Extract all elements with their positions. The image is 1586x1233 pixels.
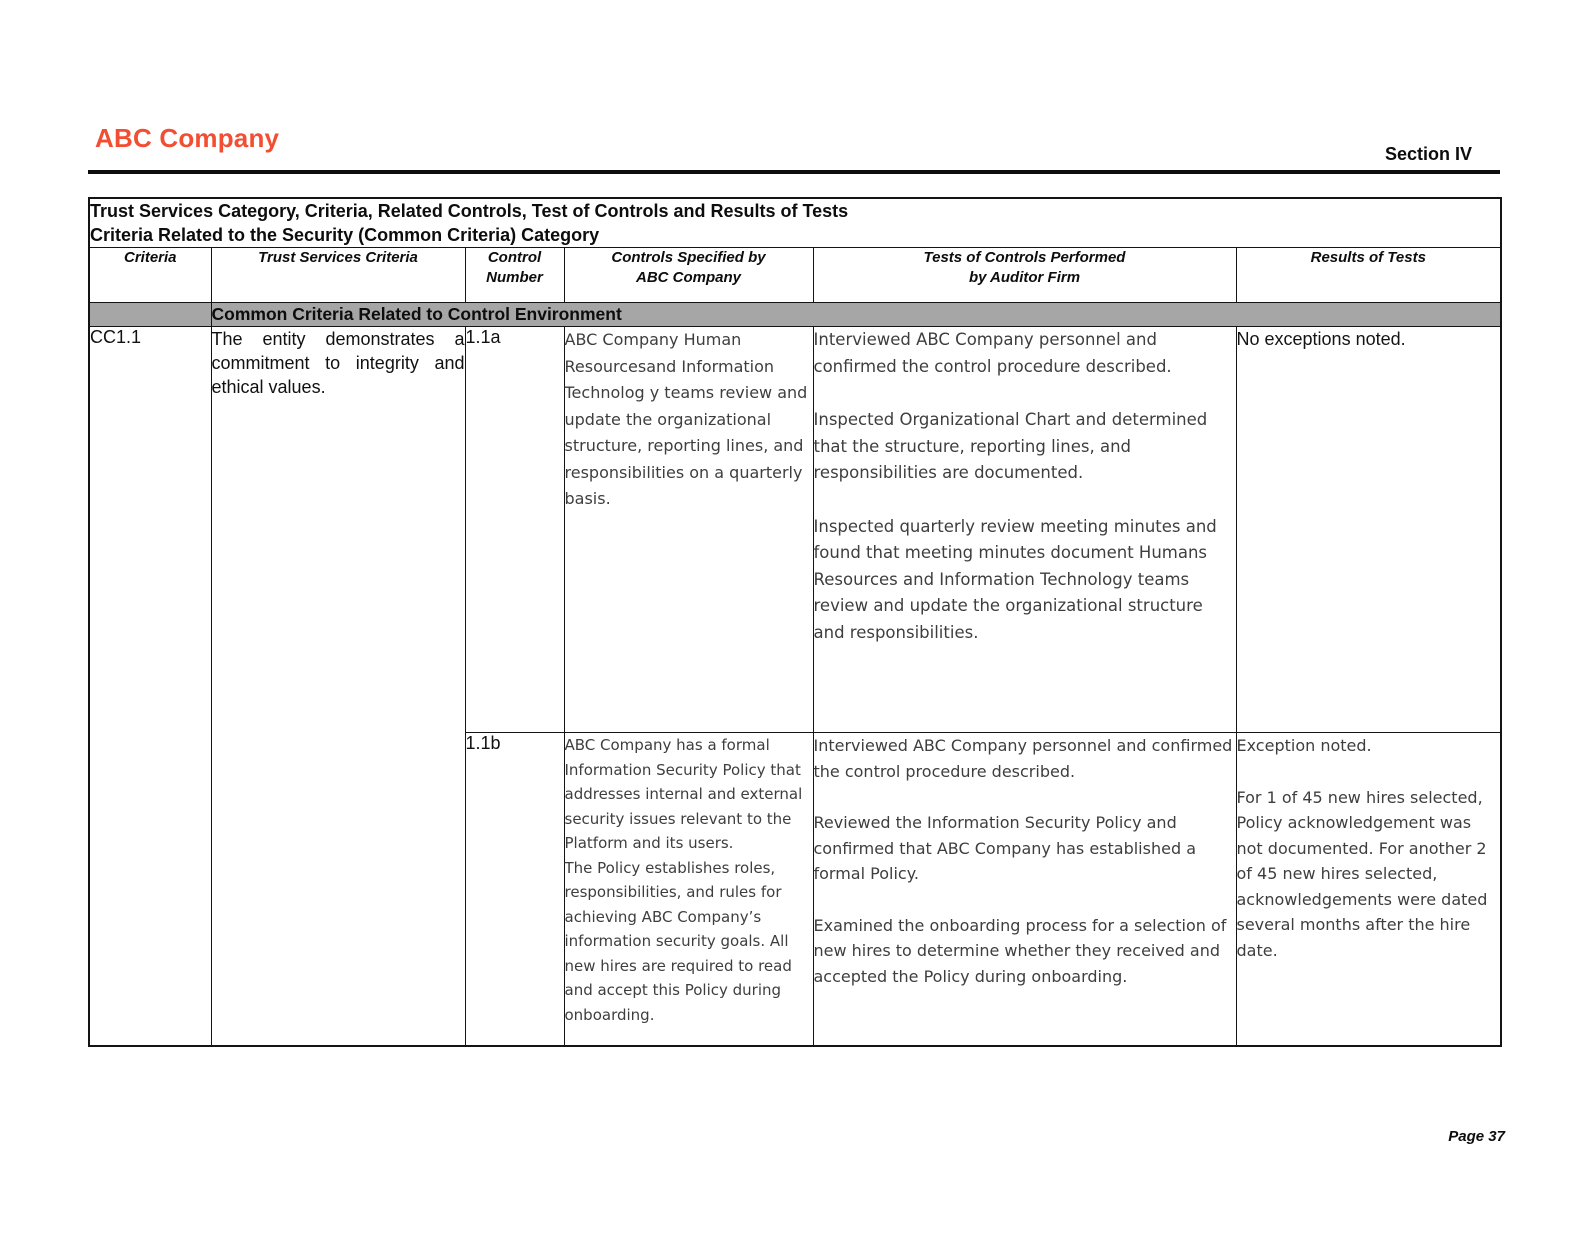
category-band-row [89,303,1501,327]
header-criteria: Criteria [89,248,211,303]
header-tests-performed-line2: by Auditor Firm [968,269,1081,286]
header-controls-specified-line1: Controls Specified by [611,249,766,266]
table-row [89,327,1501,733]
category-band-label: Common Criteria Related to Control Environment [211,303,1501,327]
header-controls-specified-line2: ABC Company [635,269,741,286]
tests-performed-cell [813,327,1236,733]
result-paragraph: No exceptions noted. [1236,329,1406,349]
trust-services-criteria-cell: The entity demonstrates a commitment to integrity and ethical values. [211,327,465,1047]
table-title-line2: Criteria Related to the Security (Common Criteria) Category [90,225,600,245]
section-label: Section IV [1384,144,1472,164]
test-paragraph: Reviewed the Information Security Policy and confirmed that ABC Company has established a formal Policy. [813,813,1196,883]
column-header-row [89,248,1501,303]
control-number-cell: 1.1a [465,327,564,733]
criteria-controls-table [88,197,1502,1047]
test-paragraph: Inspected quarterly review meeting minutes and found that meeting minutes document Humans Resources and Information Technology teams review and update the organizational structure and responsibilities. [813,516,1217,642]
header-trust-services-criteria: Trust Services Criteria [211,248,465,303]
control-description-cell [564,327,813,733]
header-results: Results of Tests [1236,248,1501,303]
category-band-spacer [89,303,211,327]
control-description-cell [564,733,813,1047]
header-tests-performed-line1: Tests of Controls Performed [923,249,1126,266]
table-title-line1: Trust Services Category, Criteria, Related Controls, Test of Controls and Results of Tests [90,201,849,221]
table-title-cell [89,198,1501,248]
control-paragraph: ABC Company Human Resourcesand Information Technolog y teams review and update the organizational structure, reporting lines, and responsibilities on a quarterly basis. [564,330,808,508]
result-paragraph: Exception noted. [1236,736,1372,755]
results-cell [1236,327,1501,733]
header-control-number-line1: Control [487,249,542,266]
results-cell [1236,733,1501,1047]
test-paragraph: Interviewed ABC Company personnel and confirmed the control procedure described. [813,736,1233,781]
header-control-number-line2: Number [486,269,543,286]
control-paragraph: ABC Company has a formal Information Security Policy that addresses internal and external security issues relevant to the Platform and its users. [564,736,803,852]
control-number-cell: 1.1b [465,733,564,1047]
header-tests-performed [813,248,1236,303]
tests-performed-cell [813,733,1236,1047]
header-controls-specified [564,248,813,303]
result-paragraph: For 1 of 45 new hires selected, Policy acknowledgement was not documented. For another 2 of 45 new hires selected, acknowledgements were dated several months after the hire date. [1236,787,1488,960]
page-number: Page 37 [1448,1128,1505,1145]
control-paragraph: The Policy establishes roles, responsibilities, and rules for achieving ABC Company’s information security goals. All new hires are required to read and accept this Policy during onboarding. [564,858,792,1024]
test-paragraph: Interviewed ABC Company personnel and confirmed the control procedure described. [813,330,1172,376]
header-control-number [465,248,564,303]
control-text-overflow-box [564,733,813,1024]
criteria-id-cell: CC1.1 [89,327,211,1047]
table-title-row [89,198,1501,248]
company-logo: ABC Company [95,123,280,153]
test-paragraph: Examined the onboarding process for a selection of new hires to determine whether they received and accepted the Policy during onboarding. [813,915,1227,986]
header-rule [88,170,1500,174]
test-paragraph: Inspected Organizational Chart and determined that the structure, reporting lines, and responsibilities are documented. [813,410,1208,482]
